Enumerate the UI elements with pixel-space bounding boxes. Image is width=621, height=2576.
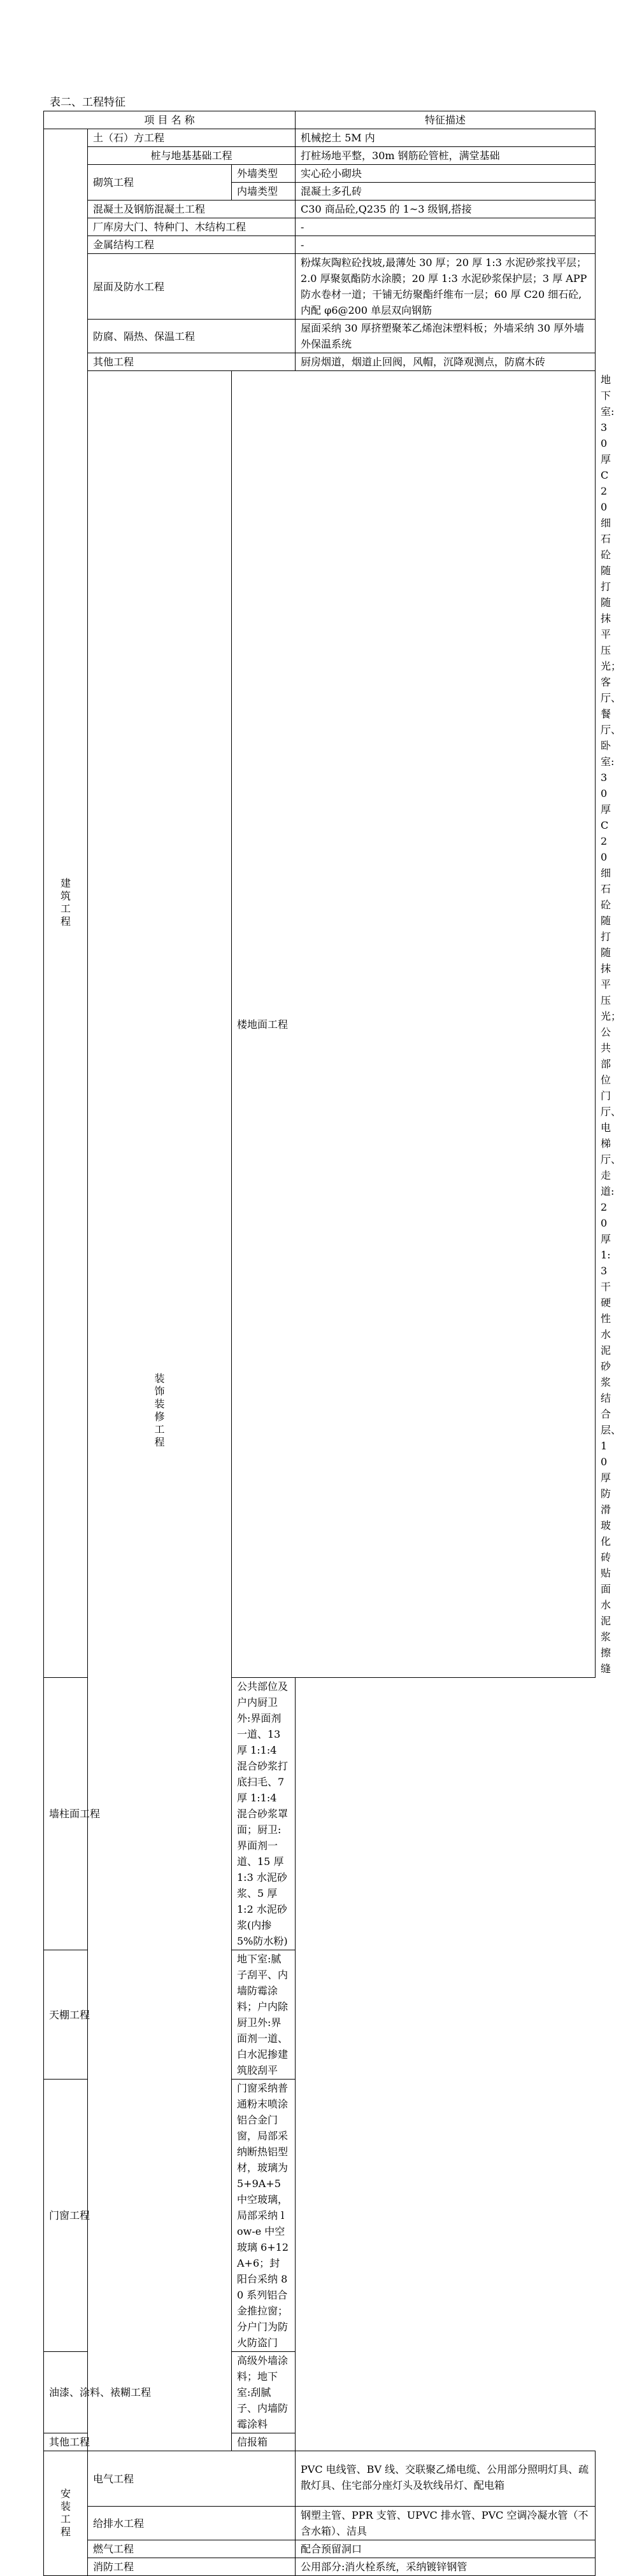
row-desc: 混凝土多孔砖 <box>296 183 596 201</box>
row-desc: 钢塑主管、PPR 支管、UPVC 排水管、PVC 空调冷凝水管（不含水箱）、洁具 <box>296 2507 596 2540</box>
row-name: 墙柱面工程 <box>44 1678 232 1950</box>
table-row <box>44 254 596 320</box>
row-name: 楼地面工程 <box>232 371 596 1678</box>
table-row <box>44 2540 596 2558</box>
row-name: 燃气工程 <box>88 2540 296 2558</box>
row-name: 金属结构工程 <box>88 236 296 254</box>
row-name: 天棚工程 <box>44 1950 232 2080</box>
row-name: 门窗工程 <box>44 2080 232 2352</box>
row-desc: C30 商品砼,Q235 的 1~3 级钢,搭接 <box>296 201 596 218</box>
row-desc: PVC 电线管、BV 线、交联聚乙烯电缆、公用部分照明灯具、疏散灯具、住宅部分座灯头及软线吊灯、配电箱 <box>296 2451 596 2507</box>
row-desc: 粉煤灰陶粒砼找坡,最薄处 30 厚；20 厚 1:3 水泥砂浆找平层；2.0 厚聚氨酯防水涂膜；20 厚 1:3 水泥砂浆保护层；3 厚 APP 防水卷材一道；干铺无纺聚酯纤维布一层；60 厚 C20 细石砼,内配 φ6@200 单层双向钢筋 <box>296 254 596 320</box>
table-row <box>44 2451 596 2507</box>
table-row <box>44 1678 596 1950</box>
header-feature: 特征描述 <box>296 111 596 129</box>
table-row <box>44 353 596 371</box>
row-name: 电气工程 <box>88 2451 296 2507</box>
row-desc: 屋面采纳 30 厚挤塑聚苯乙烯泡沫塑料板；外墙采纳 30 厚外墙外保温系统 <box>296 320 596 353</box>
table-caption: 表二、工程特征 <box>50 96 125 109</box>
row-desc: 公共部位及户内厨卫外:界面剂一道、13 厚 1:1:4 混合砂浆打底扫毛、7 厚 1:1:4 混合砂浆罩面；厨卫:界面剂一道、15 厚 1:3 水泥砂浆、5 厚 1:2 水泥砂浆(内掺 5%防水粉) <box>232 1678 296 1950</box>
row-name: 混凝土及钢筋混凝土工程 <box>88 201 296 218</box>
table-row <box>44 2507 596 2540</box>
row-desc: 高级外墙涂料；地下室:刮腻子、内墙防霉涂料 <box>232 2352 296 2433</box>
header-item: 项 目 名 称 <box>44 111 296 129</box>
table-row <box>44 236 596 254</box>
table-row <box>44 1950 596 2080</box>
row-desc: 公用部分:消火栓系统，采纳镀锌钢管 <box>296 2558 596 2576</box>
row-name: 砌筑工程 <box>88 165 232 201</box>
row-name: 其他工程 <box>88 353 296 371</box>
row-name: 桩与地基基础工程 <box>88 147 296 165</box>
table-row <box>44 218 596 236</box>
row-desc: - <box>296 218 596 236</box>
row-name: 厂库房大门、特种门、木结构工程 <box>88 218 296 236</box>
table-header-row <box>44 111 596 129</box>
section-label-building: 建筑工程 <box>44 129 88 1678</box>
row-desc: 配合预留洞口 <box>296 2540 596 2558</box>
table-row <box>44 2080 596 2352</box>
row-desc: 厨房烟道，烟道止回阀，风帽，沉降观测点，防腐木砖 <box>296 353 596 371</box>
row-subtype: 外墙类型 <box>232 165 296 183</box>
row-name: 其他工程 <box>44 2433 232 2451</box>
row-name: 屋面及防水工程 <box>88 254 296 320</box>
row-name: 消防工程 <box>88 2558 296 2576</box>
row-desc: 机械挖土 5M 内 <box>296 129 596 147</box>
row-desc: 门窗采纳普通粉末喷涂铝合金门窗，局部采纳断热铝型材，玻璃为 5+9A+5 中空玻璃，局部采纳 low-e 中空玻璃 6+12A+6；封阳台采纳 80 系列铝合金推拉窗；分户门为防火防盗门 <box>232 2080 296 2352</box>
row-desc: 实心砼小砌块 <box>296 165 596 183</box>
row-desc: 地下室:腻子刮平、内墙防霉涂料；户内除厨卫外:界面剂一道、白水泥掺建筑胶刮平 <box>232 1950 296 2080</box>
row-name: 土（石）方工程 <box>88 129 296 147</box>
engineering-features-table <box>43 111 621 2576</box>
row-name: 给排水工程 <box>88 2507 296 2540</box>
table-row <box>44 2558 596 2576</box>
table-row <box>44 2352 596 2433</box>
table-row: 装饰装修工程 楼地面工程 地下室:30 厚 C20 细石砼随打随抹平压光；客厅、餐厅、卧室:30 厚 C20 细石砼随打随抹平压光；公共部位门厅、电梯厅、走道:20 厚 1:3 干硬性水泥砂浆结合层、10 厚防滑玻化砖贴面水泥浆擦缝 <box>44 371 596 1678</box>
table-row <box>44 129 596 147</box>
section-label-install: 安装工程 <box>44 2451 88 2576</box>
table-row <box>44 201 596 218</box>
row-desc: 信报箱 <box>232 2433 296 2451</box>
row-desc: - <box>296 236 596 254</box>
table-row <box>44 2433 596 2451</box>
row-desc: 打桩场地平整，30m 钢筋砼管桩，满堂基础 <box>296 147 596 165</box>
row-name: 防腐、隔热、保温工程 <box>88 320 296 353</box>
table-row <box>44 147 596 165</box>
table-row <box>44 165 596 183</box>
section-label-decoration: 装饰装修工程 <box>88 371 232 2451</box>
row-subtype: 内墙类型 <box>232 183 296 201</box>
table-row <box>44 320 596 353</box>
row-name: 油漆、涂料、裱糊工程 <box>44 2352 232 2433</box>
